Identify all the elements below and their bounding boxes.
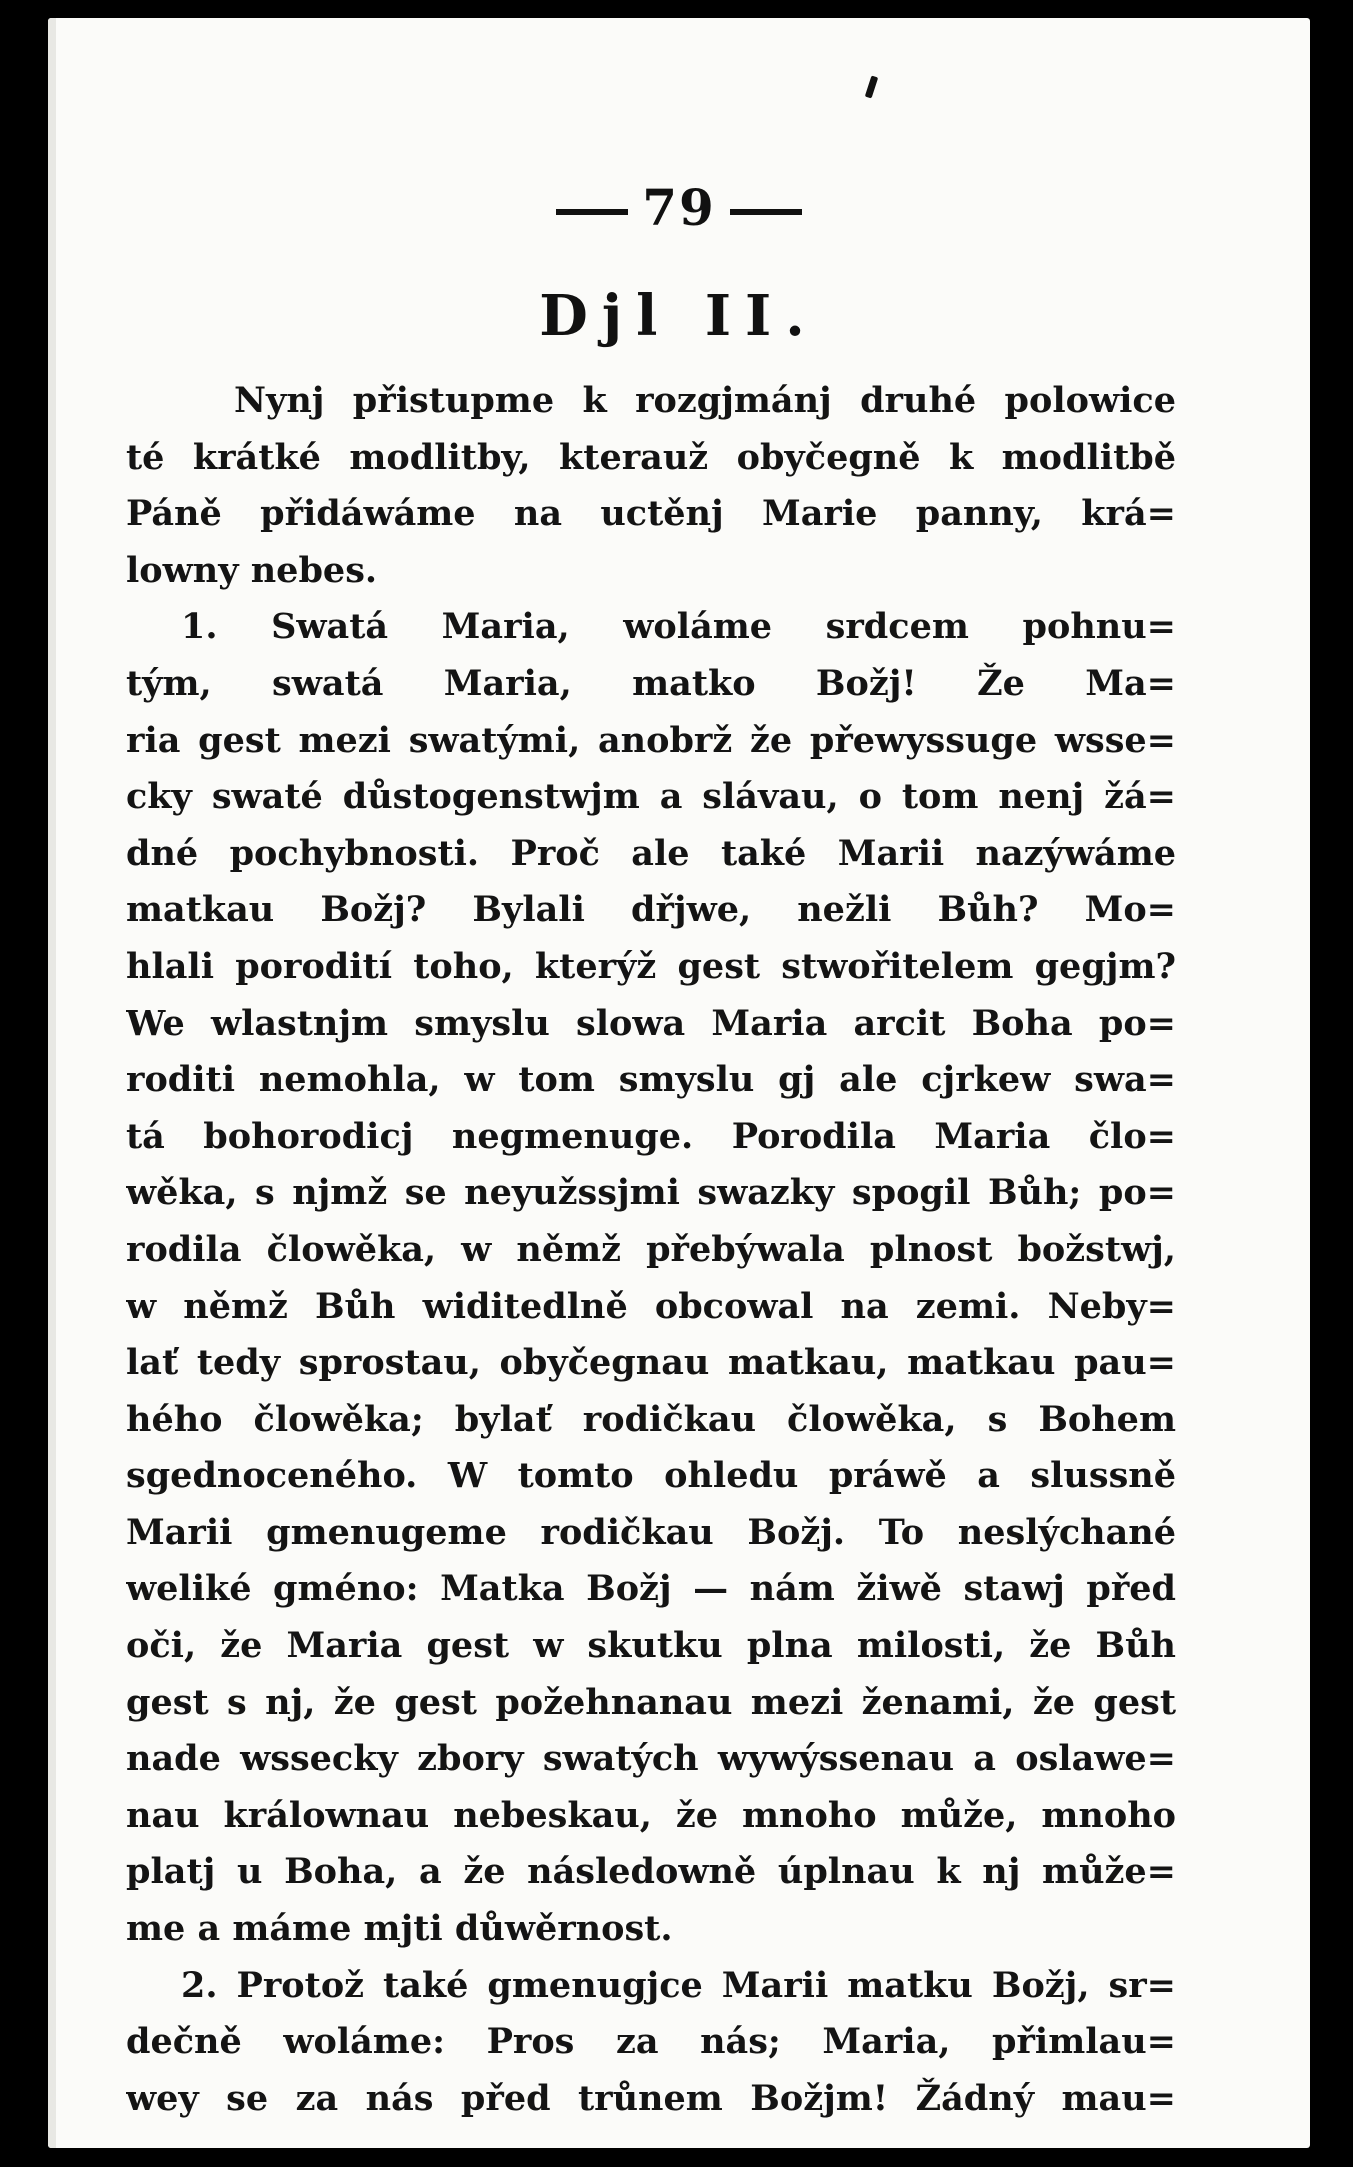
text-line: dné pochybnosti. Proč ale také Marii nazýwáme xyxy=(126,832,1176,874)
text-line: lowny nebes. xyxy=(126,549,378,591)
text-line: hého člowěka; bylať rodičkau člowěka, s Bohem xyxy=(126,1398,1176,1440)
text-line: wěka, s njmž se neyužssjmi swazky spogil Bůh; po= xyxy=(126,1172,1176,1214)
text-line: nau králownau nebeskau, že mnoho může, mnoho xyxy=(126,1794,1176,1836)
text-line: w němž Bůh widitedlně obcowal na zemi. Neby= xyxy=(126,1285,1176,1327)
text-line: 2. Protož také gmenugjce Marii matku Božj, sr= xyxy=(181,1964,1176,2006)
body-text xyxy=(126,373,1176,2127)
part-heading: Djl II. xyxy=(539,283,819,349)
text-line: We wlastnjm smyslu slowa Maria arcit Boha po= xyxy=(126,1002,1176,1044)
text-line: Marii gmenugeme rodičkau Božj. To neslýchané xyxy=(126,1511,1176,1553)
book-page xyxy=(48,18,1310,2148)
text-line: lať tedy sprostau, obyčegnau matkau, matkau pau= xyxy=(126,1342,1176,1384)
text-line: tá bohorodicj negmenuge. Porodila Maria člo= xyxy=(126,1115,1176,1157)
text-line: rodila člowěka, w němž přebýwala plnost božstwj, xyxy=(126,1228,1176,1270)
text-line: té krátké modlitby, kterauž obyčegně k modlitbě xyxy=(126,436,1176,478)
text-line: hlali porodití toho, kterýž gest stwořitelem gegjm? xyxy=(126,945,1176,987)
text-line: Nynj přistupme k rozgjmánj druhé polowice xyxy=(234,380,1176,421)
left-dash xyxy=(556,209,628,215)
text-line: Páně přidáwáme na uctěnj Marie panny, krá= xyxy=(126,493,1176,535)
text-line: roditi nemohla, w tom smyslu gj ale cjrkew swa= xyxy=(126,1059,1176,1101)
text-line: dečně woláme: Pros za nás; Maria, přimlau= xyxy=(126,2021,1176,2063)
text-line: tým, swatá Maria, matko Božj! Že Ma= xyxy=(126,662,1176,704)
text-line: oči, že Maria gest w skutku plna milosti, že Bůh xyxy=(126,1625,1176,1667)
text-line: ria gest mezi swatými, anobrž že přewyssuge wsse= xyxy=(126,719,1176,761)
text-line: wey se za nás před trůnem Božjm! Žádný mau= xyxy=(126,2077,1176,2119)
text-line: nade wssecky zbory swatých wywýssenau a oslawe= xyxy=(126,1738,1176,1780)
text-line: matkau Božj? Bylali dřjwe, nežli Bůh? Mo= xyxy=(126,889,1176,931)
text-line: gest s nj, že gest požehnanau mezi ženami, že gest xyxy=(126,1681,1176,1723)
right-dash xyxy=(730,209,802,215)
text-line: 1. Swatá Maria, woláme srdcem pohnu= xyxy=(181,606,1176,648)
ink-speck xyxy=(865,75,878,98)
text-line: sgednoceného. W tomto ohledu práwě a slussně xyxy=(126,1455,1176,1497)
page-number: 79 xyxy=(642,178,716,237)
text-line: me a máme mjti důwěrnost. xyxy=(126,1908,673,1950)
text-line: cky swaté důstogenstwjm a slávau, o tom nenj žá= xyxy=(126,776,1176,818)
text-line: platj u Boha, a že následowně úplnau k nj může= xyxy=(126,1851,1176,1893)
page-number-header xyxy=(48,178,1310,237)
text-line: weliké gméno: Matka Božj — nám žiwě stawj před xyxy=(126,1568,1176,1610)
